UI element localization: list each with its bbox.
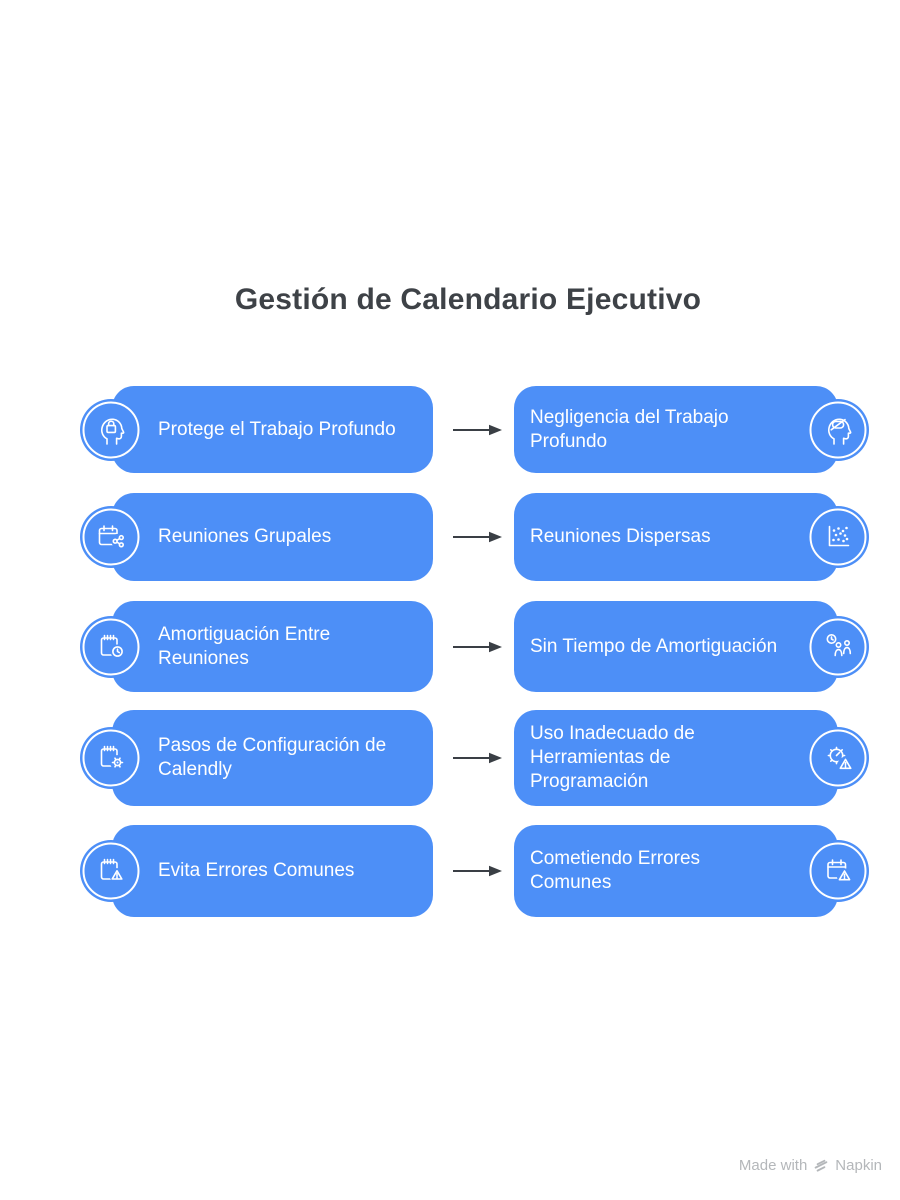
node-reuniones-grupales [112,493,433,581]
watermark-brand: Napkin [835,1156,882,1174]
arrow-icon [452,863,502,879]
node-label: Sin Tiempo de Amortiguación [530,635,778,657]
watermark-prefix: Made with [738,1156,808,1174]
node-cometiendo-errores-comunes [514,825,838,917]
node-label: Negligencia del Trabajo Profundo [530,406,729,452]
flow-row-2 [0,493,900,581]
node-label: Uso Inadecuado de Herramientas de Programación [530,723,695,792]
gear-warning-icon [807,727,869,789]
calendar-warning-icon [807,840,869,902]
node-amortiguacion-entre-reuniones [112,601,433,692]
node-evita-errores-comunes [112,825,433,917]
head-brain-slash-icon [807,399,869,461]
notepad-warning-icon [80,840,142,902]
arrow-icon [452,750,502,766]
node-label: Protege el Trabajo Profundo [158,418,396,440]
flow-row-5 [0,825,900,917]
flow-row-3 [0,601,900,692]
flow-row-1 [0,386,900,473]
napkin-watermark [739,1156,882,1174]
node-negligencia-trabajo-profundo [514,386,838,473]
calendar-share-icon [80,506,142,568]
node-label: Reuniones Grupales [158,526,332,547]
node-label: Cometiendo Errores Comunes [530,848,701,893]
notepad-clock-icon [80,616,142,678]
scatter-plot-icon [807,506,869,568]
flow-row-4 [0,710,900,806]
arrow-icon [452,422,502,438]
node-sin-tiempo-amortiguacion [514,601,838,692]
napkin-logo-icon [813,1156,829,1174]
notepad-gear-icon [80,727,142,789]
arrow-icon [452,639,502,655]
node-label: Evita Errores Comunes [158,860,355,881]
head-lock-icon [80,399,142,461]
node-pasos-configuracion-calendly [112,710,433,806]
node-label: Reuniones Dispersas [530,526,711,547]
arrow-icon [452,529,502,545]
node-uso-inadecuado-herramientas [514,710,838,806]
node-protege-trabajo-profundo [112,386,433,473]
clock-people-icon [807,616,869,678]
node-reuniones-dispersas [514,493,838,581]
node-label: Pasos de Configuración de Calendly [158,735,387,780]
node-label: Amortiguación Entre Reuniones [158,623,331,669]
diagram-title: Gestión de Calendario Ejecutivo [234,283,702,316]
